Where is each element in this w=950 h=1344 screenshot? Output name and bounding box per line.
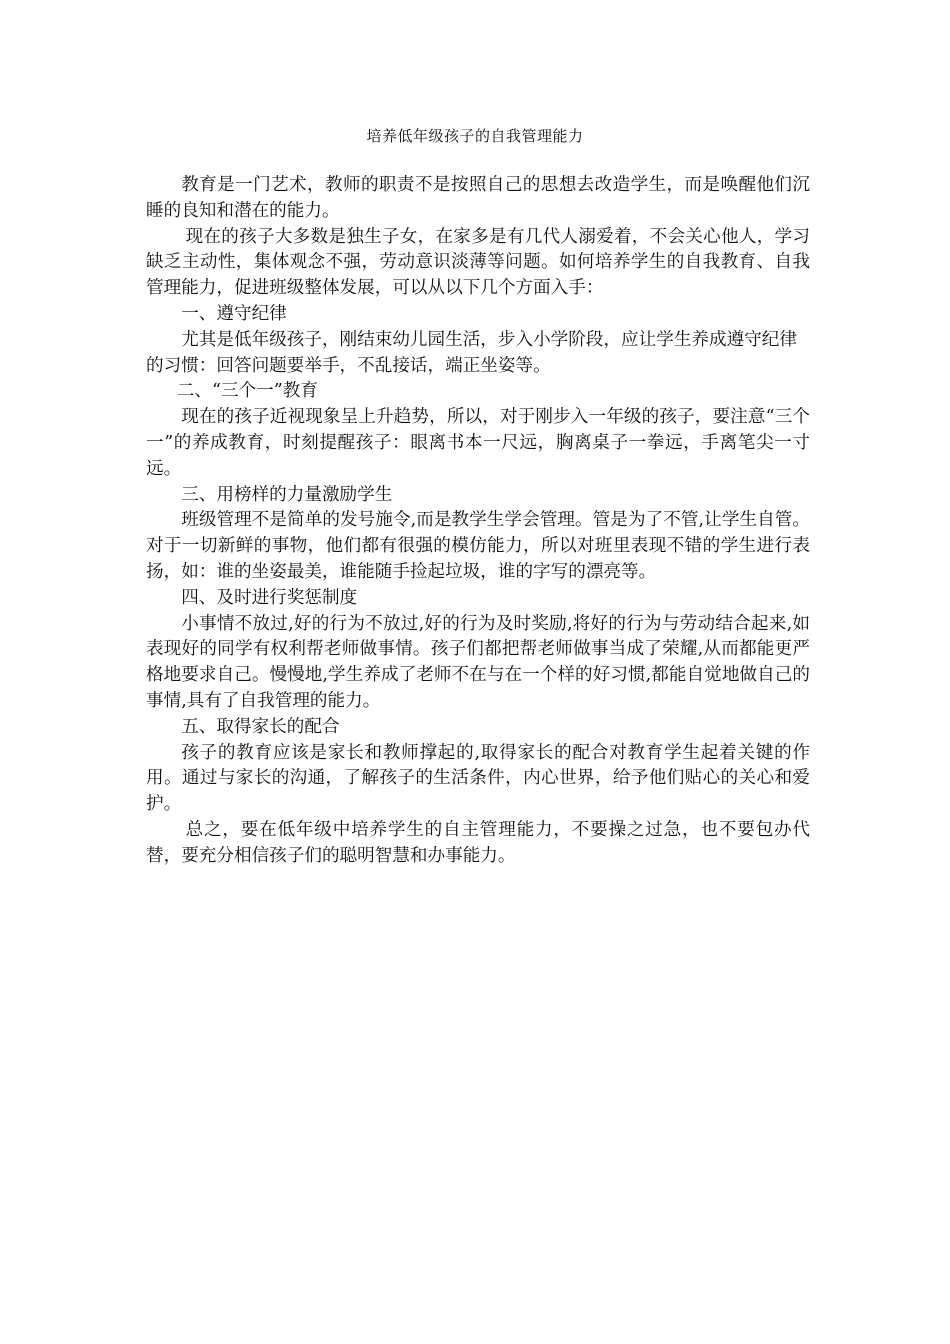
conclusion-paragraph: 总之，要在低年级中培养学生的自主管理能力，不要操之过急，也不要包办代替，要充分相信孩子们的聪明智慧和办事能力。 <box>146 819 810 866</box>
document-title: 培养低年级孩子的自我管理能力 <box>366 127 584 145</box>
section-body-role-models: 班级管理不是简单的发号施令,而是教学生学会管理。管是为了不管,让学生自管。对于一切新鲜的事物，他们都有很强的模仿能力，所以对班里表现不错的学生进行表扬，如：谁的坐姿最美，谁能随手捡起垃圾，谁的字写的漂亮等。 <box>146 510 810 582</box>
context-paragraph: 现在的孩子大多数是独生子女，在家多是有几代人溺爱着，不会关心他人，学习缺乏主动性，集体观念不强，劳动意识淡薄等问题。如何培养学生的自我教育、自我管理能力，促进班级整体发展，可以从以下几个方面入手： <box>146 226 810 299</box>
section-heading-parents: 五、取得家长的配合 <box>181 716 340 737</box>
section-body-three-ones: 现在的孩子近视现象呈上升趋势，所以，对于刚步入一年级的孩子，要注意“三个一”的养成教育，时刻提醒孩子：眼离书本一尺远，胸离桌子一拳远，手离笔尖一寸远。 <box>146 407 810 479</box>
section-body-discipline: 尤其是低年级孩子，刚结束幼儿园生活，步入小学阶段，应让学生养成遵守纪律 <box>181 329 797 350</box>
section-heading-three-ones: 二、“三个一”教育 <box>176 381 318 402</box>
section-heading-role-models: 三、用榜样的力量激励学生 <box>181 484 393 505</box>
section-heading-rewards: 四、及时进行奖惩制度 <box>181 587 358 608</box>
section-heading-discipline: 一、遵守纪律 <box>181 303 287 324</box>
section-body-rewards: 小事情不放过,好的行为不放过,好的行为及时奖励,将好的行为与劳动结合起来,如表现好的同学有权利帮老师做事情。孩子们都把帮老师做事当成了荣耀,从而都能更严格地要求自己。慢慢地,学生养成了老师不在与在一个样的好习惯,都能自觉地做自己的事情,具有了自我管理的能力。 <box>146 613 810 711</box>
intro-paragraph: 教育是一门艺术，教师的职责不是按照自己的思想去改造学生，而是唤醒他们沉睡的良知和潜在的能力。 <box>146 175 810 221</box>
section-body-discipline-continued: 的习惯：回答问题要举手，不乱接话，端正坐姿等。 <box>146 355 551 376</box>
section-body-parents: 孩子的教育应该是家长和教师撑起的,取得家长的配合对教育学生起着关键的作用。通过与家长的沟通，了解孩子的生活条件，内心世界，给予他们贴心的关心和爱护。 <box>146 742 810 815</box>
document-body <box>146 173 810 870</box>
